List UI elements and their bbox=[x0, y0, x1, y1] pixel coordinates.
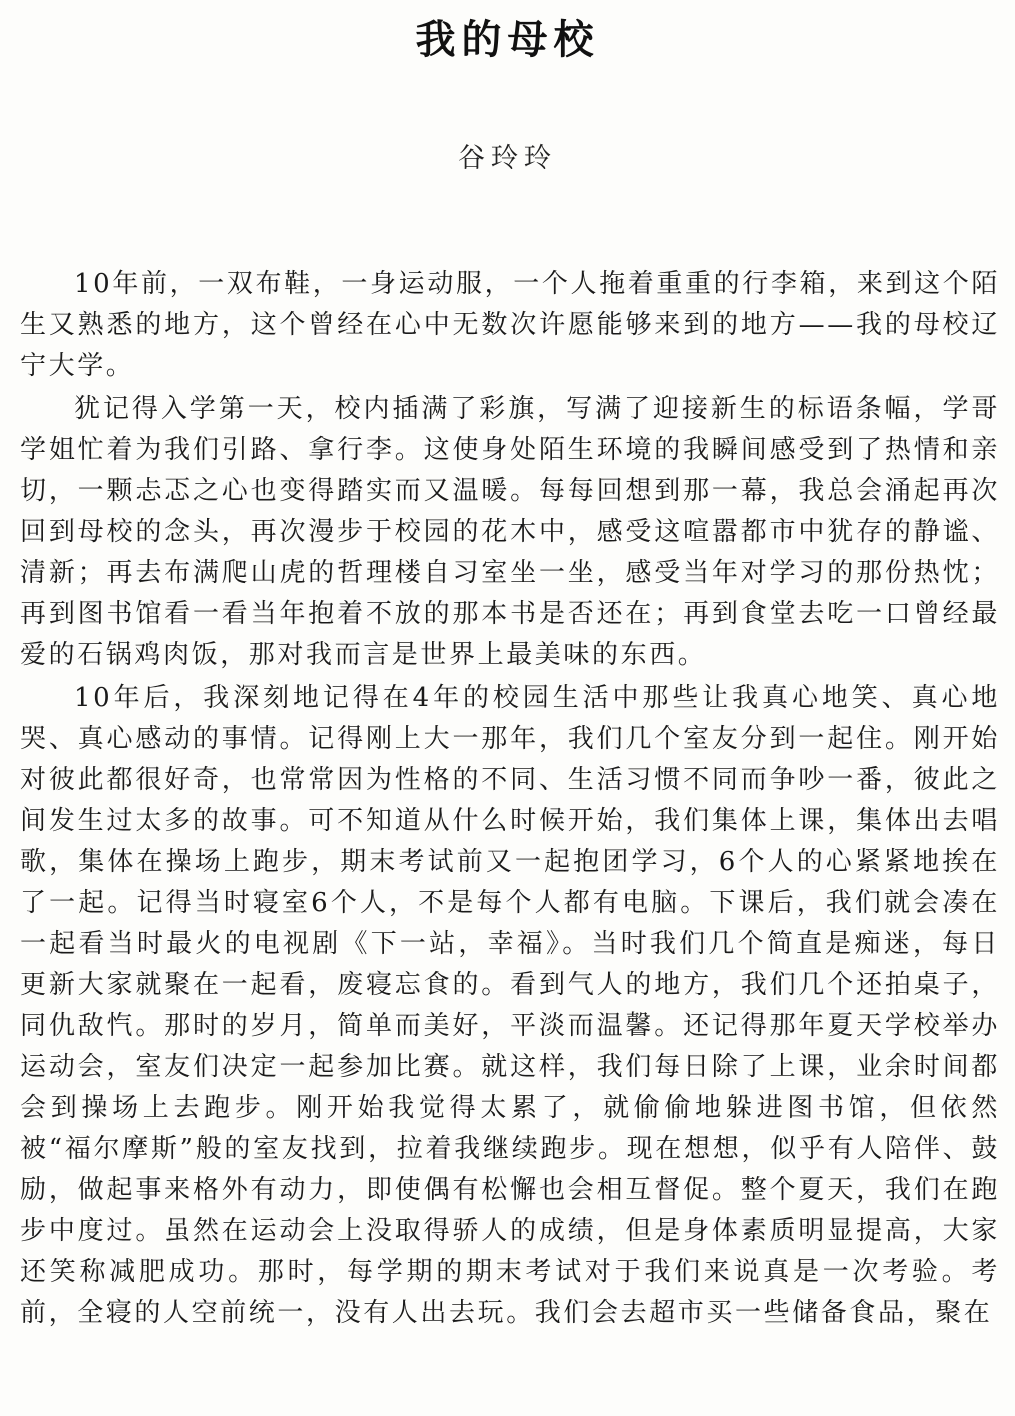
article-author: 谷玲玲 bbox=[458, 143, 557, 174]
paragraph-1: 10年前，一双布鞋，一身运动服，一个人拖着重重的行李箱，来到这个陌生又熟悉的地方，这个曾经在心中无数次许愿能够来到的地方——我的母校辽宁大学。 bbox=[20, 269, 1000, 381]
paragraph-3: 10年后，我深刻地记得在4年的校园生活中那些让我真心地笑、真心地哭、真心感动的事情。记得刚上大一那年，我们几个室友分到一起住。刚开始对彼此都很好奇，也常常因为性格的不同、生活习惯不同而争吵一番，彼此之间发生过太多的故事。可不知道从什么时候开始，我们集体上课，集体出去唱歌，集体在操场上跑步，期末考试前又一起抱团学习，6个人的心紧紧地挨在了一起。记得当时寝室6个人，不是每个人都有电脑。下课后，我们就会凑在一起看当时最火的电视剧《下一站，幸福》。当时我们几个简直是痴迷，每日更新大家就聚在一起看，废寝忘食的。看到气人的地方，我们几个还拍桌子，同仇敌忾。那时的岁月，简单而美好，平淡而温馨。还记得那年夏天学校举办运动会，室友们决定一起参加比赛。就这样，我们每日除了上课，业余时间都会到操场上去跑步。刚开始我觉得太累了，就偷偷地躲进图书馆，但依然被“福尔摩斯”般的室友找到，拉着我继续跑步。现在想想，似乎有人陪伴、鼓励，做起事来格外有动力，即使偶有松懈也会相互督促。整个夏天，我们在跑步中度过。虽然在运动会上没取得骄人的成绩，但是身体素质明显提高，大家还笑称减肥成功。那时，每学期的期末考试对于我们来说真是一次考验。考前，全寝的人空前统一，没有人出去玩。我们会去超市买一些储备食品，聚在 bbox=[20, 683, 1000, 1328]
article-title: 我的母校 bbox=[415, 17, 600, 63]
paragraph-2: 犹记得入学第一天，校内插满了彩旗，写满了迎接新生的标语条幅，学哥学姐忙着为我们引路、拿行李。这使身处陌生环境的我瞬间感受到了热情和亲切，一颗忐忑之心也变得踏实而又温暖。每每回想到那一幕，我总会涌起再次回到母校的念头，再次漫步于校园的花木中，感受这喧嚣都市中犹存的静谧、清新；再去布满爬山虎的哲理楼自习室坐一坐，感受当年对学习的那份热忱；再到图书馆看一看当年抱着不放的那本书是否还在；再到食堂去吃一口曾经最爱的石锅鸡肉饭，那对我而言是世界上最美味的东西。 bbox=[20, 394, 1000, 670]
article-body bbox=[20, 264, 1000, 1336]
